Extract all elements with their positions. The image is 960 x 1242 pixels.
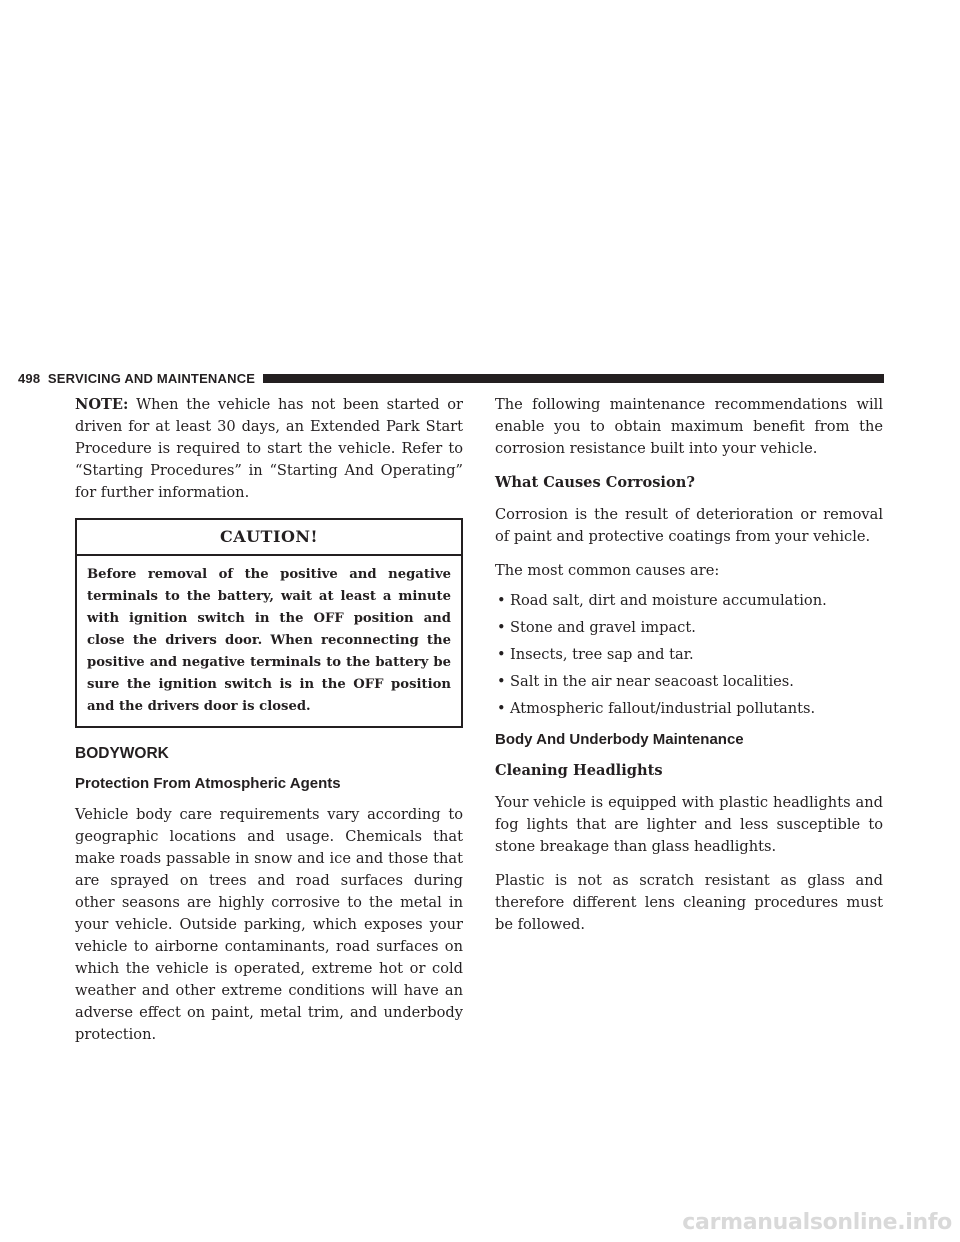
causes-list [495,590,883,720]
section-title: SERVICING AND MAINTENANCE [47,370,256,386]
heading-bodywork: BODYWORK [75,745,169,762]
page-header [18,369,884,387]
right-column [495,394,883,948]
list-item: • Salt in the air near seacoast localities. [495,671,883,693]
note-label: NOTE: [75,396,129,413]
watermark: carmanualsonline.info [682,1210,952,1235]
protection-paragraph: Vehicle body care requirements vary according to geographic locations and usage. Chemicals that make roads passable in snow and ice and those that are sprayed on trees and road surfaces during other seasons are highly corrosive to the metal in your vehicle. Outside parking, which exposes your vehicle to airborne contaminants, road surfaces on which the vehicle is operated, extreme hot or cold weather and other extreme conditions will have an adverse effect on paint, metal trim, and underbody protection. [75,806,463,1043]
causes-paragraph: Corrosion is the result of deterioration or removal of paint and protective coatings from your vehicle. [495,506,883,545]
headlights-paragraph-2: Plastic is not as scratch resistant as glass and therefore different lens cleaning procedures must be followed. [495,872,883,933]
list-item: • Insects, tree sap and tar. [495,644,883,666]
left-column [75,394,463,1058]
list-item: • Atmospheric fallout/industrial pollutants. [495,698,883,720]
note-text: When the vehicle has not been started or driven for at least 30 days, an Extended Park Start Procedure is required to start the vehicle. Refer to “Starting Procedures” in “Starting And Operating” for further information. [75,396,463,501]
caution-title: CAUTION! [77,520,461,556]
page-number: 498 [18,370,41,386]
caution-box [75,518,463,728]
caution-text: Before removal of the positive and negative terminals to the battery, wait at least a minute with ignition switch in the OFF position and close the drivers door. When reconnecting the positive and negative terminals to the battery be sure the ignition switch is in the OFF position and the drivers door is closed. [87,567,451,714]
subheading-protection: Protection From Atmospheric Agents [75,775,341,792]
heading-cleaning-headlights: Cleaning Headlights [495,762,663,779]
intro-paragraph: The following maintenance recommendations will enable you to obtain maximum benefit from the corrosion resistance built into your vehicle. [495,396,883,457]
subheading-underbody-maintenance: Body And Underbody Maintenance [495,731,744,748]
common-causes-intro: The most common causes are: [495,562,720,579]
page-header-label [18,371,255,386]
note-paragraph [75,394,463,504]
list-item: • Stone and gravel impact. [495,617,883,639]
list-item: • Road salt, dirt and moisture accumulation. [495,590,883,612]
headlights-paragraph-1: Your vehicle is equipped with plastic headlights and fog lights that are lighter and less susceptible to stone breakage than glass headlights. [495,794,883,855]
header-rule [263,374,884,383]
heading-what-causes-corrosion: What Causes Corrosion? [495,474,695,491]
